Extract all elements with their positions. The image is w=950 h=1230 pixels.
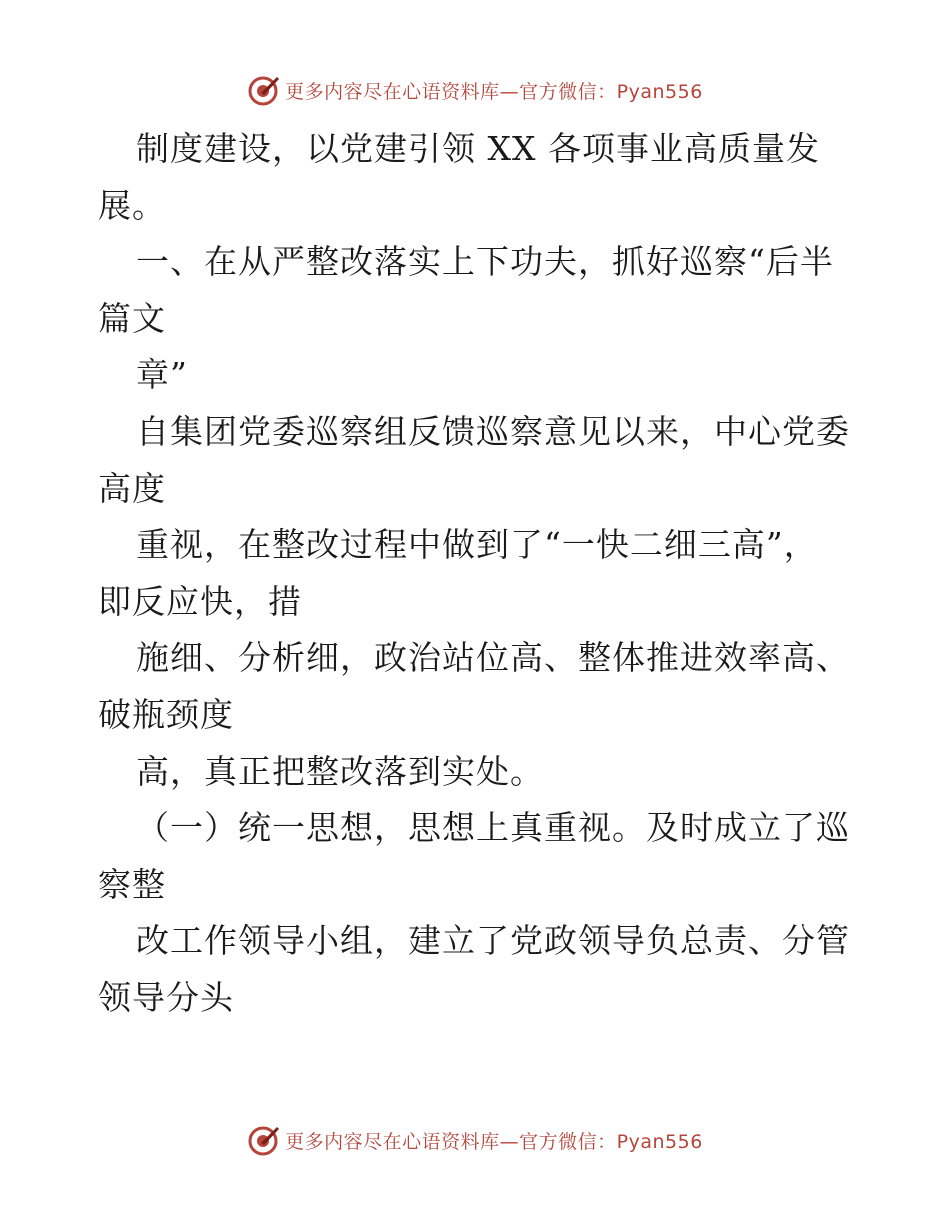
text-line: 高，真正把整改落到实处。 — [136, 751, 544, 791]
document-body — [98, 121, 858, 1027]
footer-watermark — [0, 1120, 950, 1160]
text-line: 一、在从严整改落实上下功夫，抓好巡察“后半 — [136, 242, 834, 282]
text-line: 领导分头 — [98, 977, 234, 1017]
text-line: 自集团党委巡察组反馈巡察意见以来，中心党委 — [136, 411, 850, 451]
watermark-text: 更多内容尽在心语资料库—官方微信：Pyan556 — [285, 80, 703, 103]
text-line: 即反应快，措 — [98, 581, 302, 621]
text-line: 施细、分析细，政治站位高、整体推进效率高、 — [136, 638, 850, 678]
text-line: （一）统一思想，思想上真重视。及时成立了巡 — [136, 808, 850, 848]
text-line: 展。 — [98, 185, 166, 225]
text-line: 察整 — [98, 864, 166, 904]
watermark-text: 更多内容尽在心语资料库—官方微信：Pyan556 — [285, 1130, 703, 1153]
header-watermark — [0, 70, 950, 110]
text-line: 改工作领导小组，建立了党政领导负总责、分管 — [136, 921, 850, 961]
quill-logo-icon — [247, 73, 281, 107]
text-line: 章” — [136, 355, 188, 395]
text-line: 制度建设，以党建引领 XX 各项事业高质量发 — [136, 129, 820, 168]
text-line: 高度 — [98, 468, 166, 508]
quill-logo-icon — [247, 1123, 281, 1157]
text-line: 重视，在整改过程中做到了“一快二细三高”， — [136, 525, 818, 565]
text-line: 篇文 — [98, 298, 166, 338]
text-line: 破瓶颈度 — [98, 694, 234, 734]
